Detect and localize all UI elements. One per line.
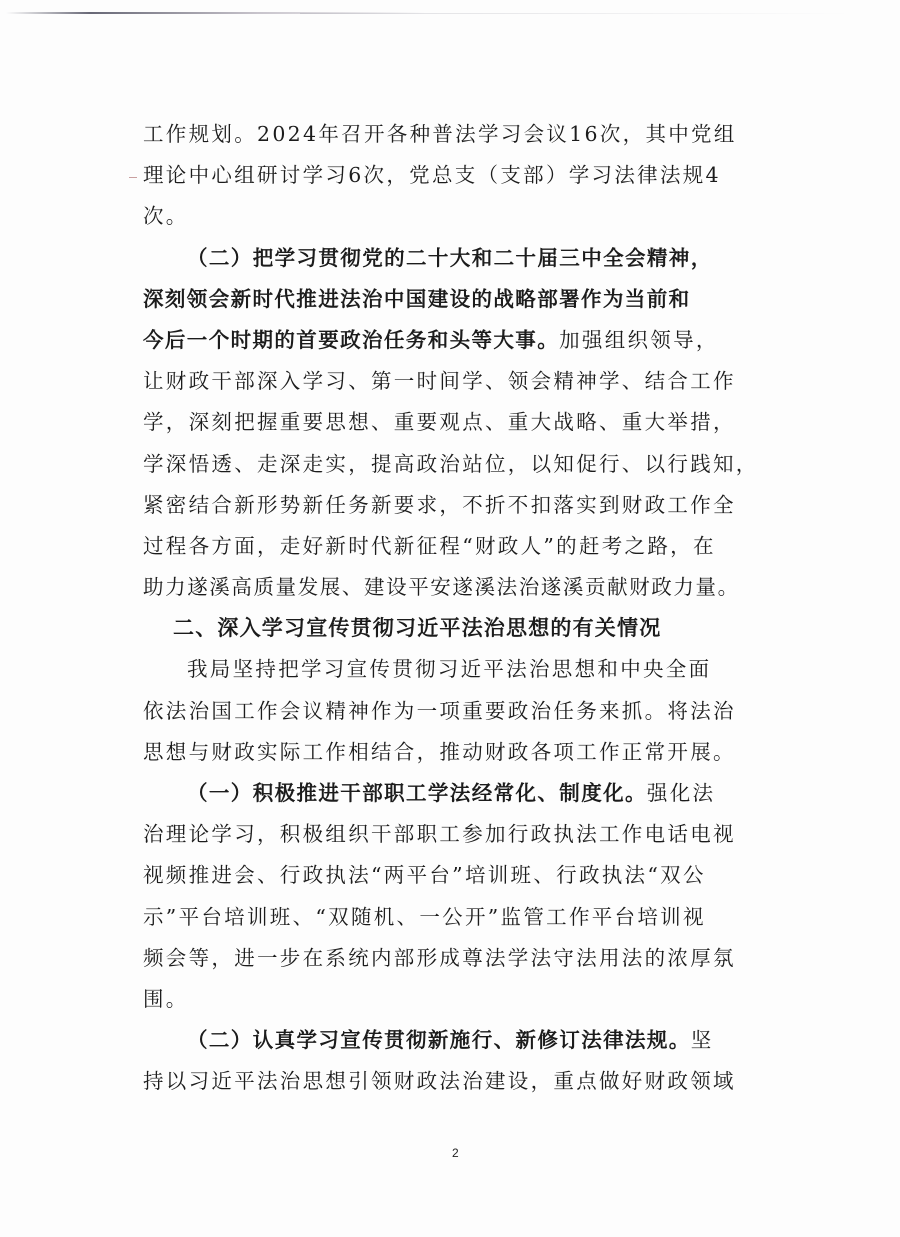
body-line-mixed [143,320,768,361]
body-line: 治理论学习，积极组织干部职工参加行政执法工作电话电视 [143,822,736,847]
body-line: 理论中心组研讨学习6次，党总支（支部）学习法律法规4 [143,163,721,188]
body-line: 示”平台培训班、“双随机、一公开”监管工作平台培训视 [143,904,706,929]
body-line: 围。 [143,986,189,1011]
body-line: 学，深刻把握重要思想、重要观点、重大战略、重大举措， [143,410,736,435]
body-line: 过程各方面，走好新时代新征程“财政人”的赶考之路，在 [143,533,716,558]
body-line: 我局坚持把学习宣传贯彻习近平法治思想和中央全面 [187,657,712,682]
page-number: 2 [452,1146,459,1160]
scan-edge-artifact [300,13,850,14]
body-line: 持以习近平法治思想引领财政法治建设，重点做好财政领域 [143,1069,736,1094]
body-text: 加强组织领导， [559,327,719,352]
body-line: 工作规划。2024年召开各种普法学习会议16次，其中党组 [143,122,737,146]
body-line: 次。 [143,204,189,229]
body-line-mixed [143,1020,768,1061]
document-body [143,114,768,1103]
body-line: 思想与财政实际工作相结合，推动财政各项工作正常开展。 [143,739,736,764]
body-line: 紧密结合新形势新任务新要求，不折不扣落实到财政工作全 [143,492,736,517]
body-text: 强化法 [646,781,716,805]
body-line: 视频推进会、行政执法“两平台”培训班、行政执法“双公 [143,863,706,888]
body-line-mixed [143,773,768,814]
body-line: 助力遂溪高质量发展、建设平安遂溪法治遂溪贡献财政力量。 [143,575,740,600]
body-line: 频会等，进一步在系统内部形成尊法学法守法用法的浓厚氛 [143,945,736,970]
subsection-heading: （一）积极推进干部职工学法经常化、制度化。 [187,781,647,805]
body-text: 坚 [690,1028,714,1053]
subsection-heading-line: （二）把学习贯彻党的二十大和二十届三中全会精神， [187,245,713,270]
subsection-heading: （二）认真学习宣传贯彻新施行、新修订法律法规。 [187,1028,691,1053]
section-heading: 二、深入学习宣传贯彻习近平法治思想的有关情况 [173,616,662,641]
subsection-heading-tail: 今后一个时期的首要政治任务和头等大事。 [143,327,560,352]
scan-mark [129,177,137,178]
body-line: 学深悟透、走深走实，提高政治站位，以知促行、以行践知， [143,451,759,476]
subsection-heading-line: 深刻领会新时代推进法治中国建设的战略部署作为当前和 [143,286,691,311]
body-line: 依法治国工作会议精神作为一项重要政治任务来抓。将法治 [143,698,736,723]
body-line: 让财政干部深入学习、第一时间学、领会精神学、结合工作 [143,369,736,394]
